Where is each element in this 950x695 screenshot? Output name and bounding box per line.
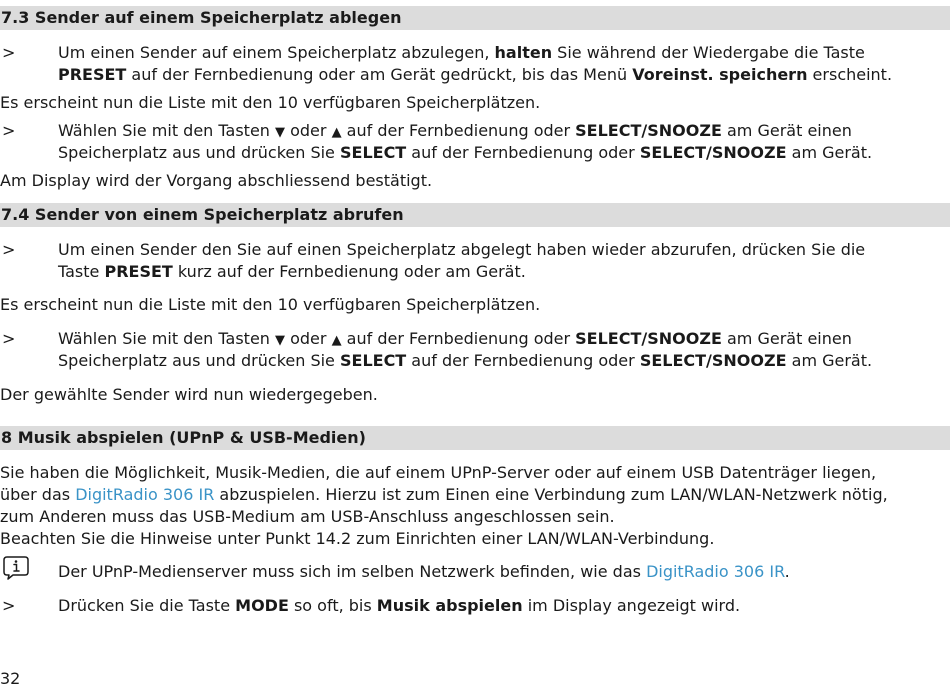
note-text: Der UPnP-Medienserver muss sich im selben Netzwerk befinden, wie das DigitRadio 306 IR. xyxy=(58,562,790,581)
step-line: Taste PRESET kurz auf der Fernbedienung oder am Gerät. xyxy=(58,262,526,281)
section-heading-8: 8 Musik abspielen (UPnP & USB-Medien) xyxy=(0,426,950,450)
paragraph-line: über das DigitRadio 306 IR abzuspielen. Hierzu ist zum Einen eine Verbindung zum LAN/WLAN-Netzwerk nötig, xyxy=(0,485,888,504)
info-note-icon xyxy=(2,555,30,581)
step-marker: > xyxy=(2,596,16,615)
paragraph-line: Beachten Sie die Hinweise unter Punkt 14.2 zum Einrichten einer LAN/WLAN-Verbindung. xyxy=(0,529,715,548)
step-marker: > xyxy=(2,43,16,62)
arrow-up-icon: ▲ xyxy=(331,125,342,140)
step-line: Um einen Sender den Sie auf einen Speicherplatz abgelegt haben wieder abzurufen, drücken Sie die xyxy=(58,240,866,259)
step-line: Speicherplatz aus und drücken Sie SELECT auf der Fernbedienung oder SELECT/SNOOZE am Gerät. xyxy=(58,351,873,370)
paragraph: Es erscheint nun die Liste mit den 10 verfügbaren Speicherplätzen. xyxy=(0,295,541,314)
step-line: Wählen Sie mit den Tasten ▼ oder ▲ auf der Fernbedienung oder SELECT/SNOOZE am Gerät einen xyxy=(58,329,852,348)
step-marker: > xyxy=(2,240,16,259)
page-number: 32 xyxy=(0,669,21,688)
step-line: PRESET auf der Fernbedienung oder am Gerät gedrückt, bis das Menü Voreinst. speichern erscheint. xyxy=(58,65,893,84)
step-line: Wählen Sie mit den Tasten ▼ oder ▲ auf der Fernbedienung oder SELECT/SNOOZE am Gerät einen xyxy=(58,121,852,140)
arrow-up-icon: ▲ xyxy=(331,333,342,348)
step-line: Drücken Sie die Taste MODE so oft, bis Musik abspielen im Display angezeigt wird. xyxy=(58,596,741,615)
arrow-down-icon: ▼ xyxy=(275,125,286,140)
paragraph-line: zum Anderen muss das USB-Medium am USB-Anschluss angeschlossen sein. xyxy=(0,507,615,526)
section-heading-7-4: 7.4 Sender von einem Speicherplatz abrufen xyxy=(0,203,950,227)
paragraph-line: Sie haben die Möglichkeit, Musik-Medien, die auf einem UPnP-Server oder auf einem USB Datenträger liegen, xyxy=(0,463,877,482)
step-line: Um einen Sender auf einem Speicherplatz abzulegen, halten Sie während der Wiedergabe die Taste xyxy=(58,43,865,62)
step-marker: > xyxy=(2,329,16,348)
arrow-down-icon: ▼ xyxy=(275,333,286,348)
step-line: Speicherplatz aus und drücken Sie SELECT auf der Fernbedienung oder SELECT/SNOOZE am Gerät. xyxy=(58,143,873,162)
product-name: DigitRadio 306 IR xyxy=(75,485,215,504)
paragraph: Es erscheint nun die Liste mit den 10 verfügbaren Speicherplätzen. xyxy=(0,93,541,112)
step-marker: > xyxy=(2,121,16,140)
product-name: DigitRadio 306 IR xyxy=(646,562,785,581)
paragraph: Am Display wird der Vorgang abschliessend bestätigt. xyxy=(0,171,433,190)
paragraph: Der gewählte Sender wird nun wiedergegeben. xyxy=(0,385,378,404)
section-heading-7-3: 7.3 Sender auf einem Speicherplatz ablegen xyxy=(0,6,950,30)
